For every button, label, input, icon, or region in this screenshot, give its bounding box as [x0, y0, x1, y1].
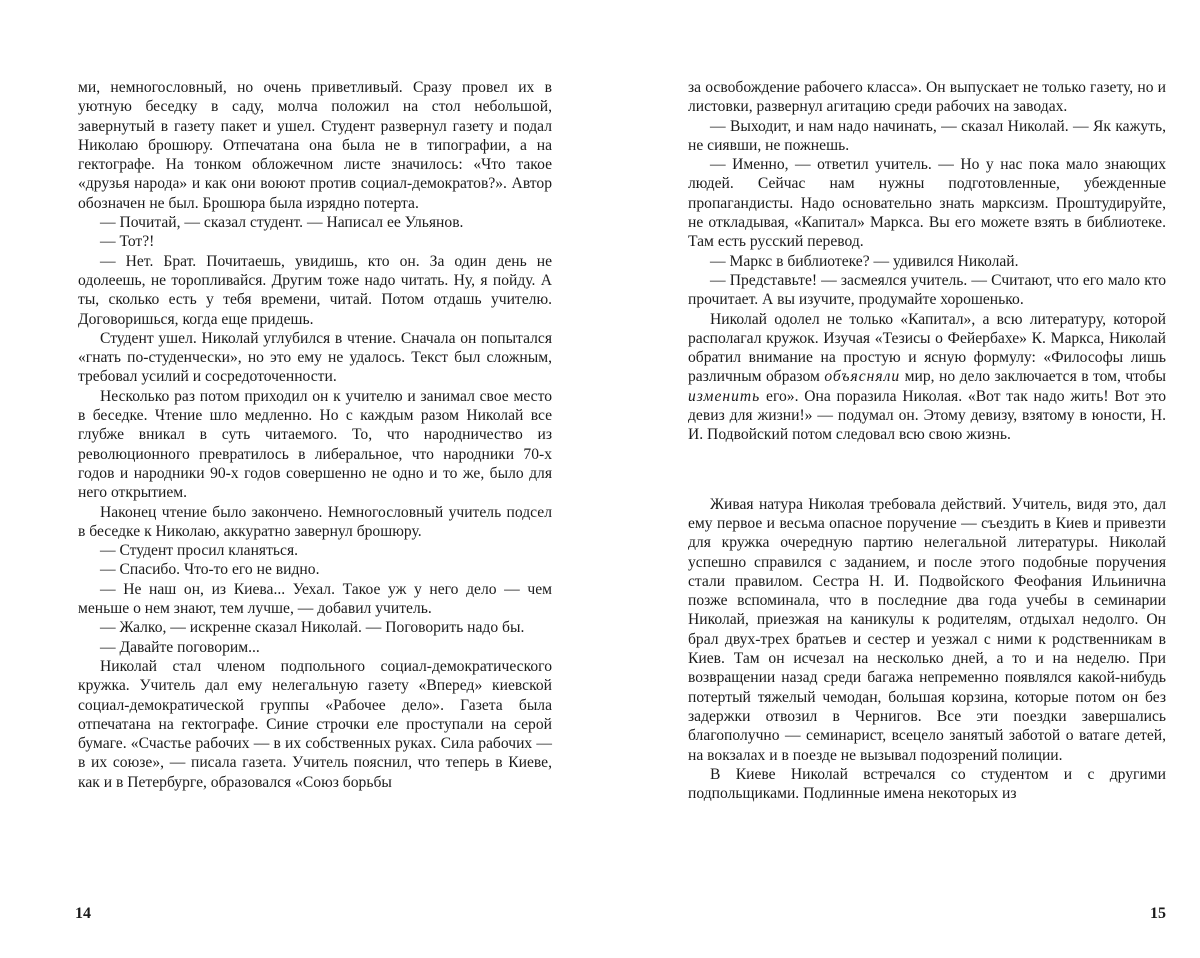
paragraph: — Тот?! [78, 232, 552, 251]
book-spread [0, 0, 1200, 958]
paragraph: Живая натура Николая требовала действий. Учитель, видя это, дал ему первое и весьма опасное поручение — съездить в Киев и привезти для кружка очередную партию нелегальной литературы. Николай успешно справился с заданием, и после этого подобные поручения стали правилом. Сестра Н. И. Подвойского Феофания Ильинична позже вспоминала, что в последние два года учебы в семинарии Николай, приезжая на каникулы к родителям, отдыхал недолго. Он брал двух-трех братьев и сестер и уезжал с ними к родственникам в Киев. Там он исчезал на несколько дней, а то и на неделю. При возвращении назад среди багажа непременно появлялся какой-нибудь потертый тяжелый чемодан, большая корзина, которые потом он без задержки отвозил в Чернигов. Все эти поездки завершались благополучно — семинарист, всецело занятый заботой о ватаге детей, на вокзалах и в поезде не вызывал подозрений полиции. [688, 495, 1166, 765]
paragraph: за освобождение рабочего класса». Он выпускает не только газету, но и листовки, развернул агитацию среди рабочих на заводах. [688, 78, 1166, 117]
section-gap [688, 445, 1166, 495]
paragraph: — Представьте! — засмеялся учитель. — Считают, что его мало кто прочитает. А вы изучите, продумайте хорошенько. [688, 271, 1166, 310]
paragraph-with-quote [688, 310, 1166, 445]
paragraph: — Маркс в библиотеке? — удивился Николай. [688, 252, 1166, 271]
paragraph: В Киеве Николай встречался со студентом и с другими подпольщиками. Подлинные имена некоторых из [688, 765, 1166, 804]
paragraph: Наконец чтение было закончено. Немногословный учитель подсел в беседке к Николаю, аккуратно завернул брошюру. [78, 503, 552, 542]
right-page-text [688, 78, 1166, 803]
paragraph: Николай стал членом подпольного социал-демократического кружка. Учитель дал ему нелегальную газету «Вперед» киевской социал-демократической группы «Рабочее дело». Газета была отпечатана на гектографе. Синие строчки еле проступали на серой бумаге. «Счастье рабочих — в их собственных руках. Сила рабочих — в их союзе», — писала газета. Учитель пояснил, что теперь в Киеве, как и в Петербурге, образовался «Союз борьбы [78, 657, 552, 792]
paragraph: — Не наш он, из Киева... Уехал. Такое уж у него дело — чем меньше о нем знают, тем лучше, — добавил учитель. [78, 580, 552, 619]
paragraph: ми, немногословный, но очень приветливый. Сразу провел их в уютную беседку в саду, молча положил на стол небольшой, завернутый в газету пакет и ушел. Студент развернул газету и подал Николаю брошюру. Отпечатана она была не в типографии, а на гектографе. На тонком обложечном листе значилось: «Что такое «друзья народа» и как они воюют против социал-демократов?». Автор обозначен не был. Брошюра была изрядно потерта. [78, 78, 552, 213]
paragraph: — Спасибо. Что-то его не видно. [78, 560, 552, 579]
paragraph: Несколько раз потом приходил он к учителю и занимал свое место в беседке. Чтение шло медленно. Но с каждым разом Николай все глубже вникал в суть читаемого. То, что народничество из революционного превратилось в либеральное, что народники 70-х годов и народники 90-х годов совершенно не одно и то же, было для него открытием. [78, 387, 552, 503]
paragraph: Студент ушел. Николай углубился в чтение. Сначала он попытался «гнать по-студенчески», но это ему не удалось. Текст был сложным, требовал усилий и сосредоточенности. [78, 329, 552, 387]
paragraph: — Именно, — ответил учитель. — Но у нас пока мало знающих людей. Сейчас нам нужны подготовленные, убежденные пропагандисты. Надо основательно знать марксизм. Проштудируйте, не откладывая, «Капитал» Маркса. Вы его можете взять в библиотеке. Там есть русский перевод. [688, 155, 1166, 251]
text-run: его». Она поразила Николая. «Вот так надо жить! Вот это девиз для жизни!» — подумал он. Этому девизу, взятому в юности, Н. И. Подвойский потом следовал всю свою жизнь. [688, 388, 1166, 444]
text-run: мир, но дело заключается в том, чтобы [905, 368, 1166, 385]
text-run: Николай одолел не только «Капитал», а всю литературу, которой располагал кружок. Изучая «Тезисы о Фейербахе» К. Маркса, Николай обратил внимание на простую и ясную формулу: «Философы лишь различным образом [688, 311, 1166, 386]
left-page-text [78, 78, 552, 792]
paragraph: — Давайте поговорим... [78, 638, 552, 657]
emphasized-word: изменить [688, 388, 760, 405]
page-number-right: 15 [1150, 905, 1166, 923]
paragraph: — Жалко, — искренне сказал Николай. — Поговорить надо бы. [78, 618, 552, 637]
paragraph: — Выходит, и нам надо начинать, — сказал Николай. — Як кажуть, не сиявши, не пожнешь. [688, 117, 1166, 156]
page-number-left: 14 [75, 905, 91, 923]
paragraph: — Почитай, — сказал студент. — Написал ее Ульянов. [78, 213, 552, 232]
paragraph: — Студент просил кланяться. [78, 541, 552, 560]
paragraph: — Нет. Брат. Почитаешь, увидишь, кто он. За один день не одолеешь, не торопливайся. Другим тоже надо читать. Ну, я пойду. А ты, сколько есть у тебя времени, читай. Потом отдашь учителю. Договоришься, когда еще придешь. [78, 252, 552, 329]
emphasized-word: объясняли [824, 368, 900, 385]
